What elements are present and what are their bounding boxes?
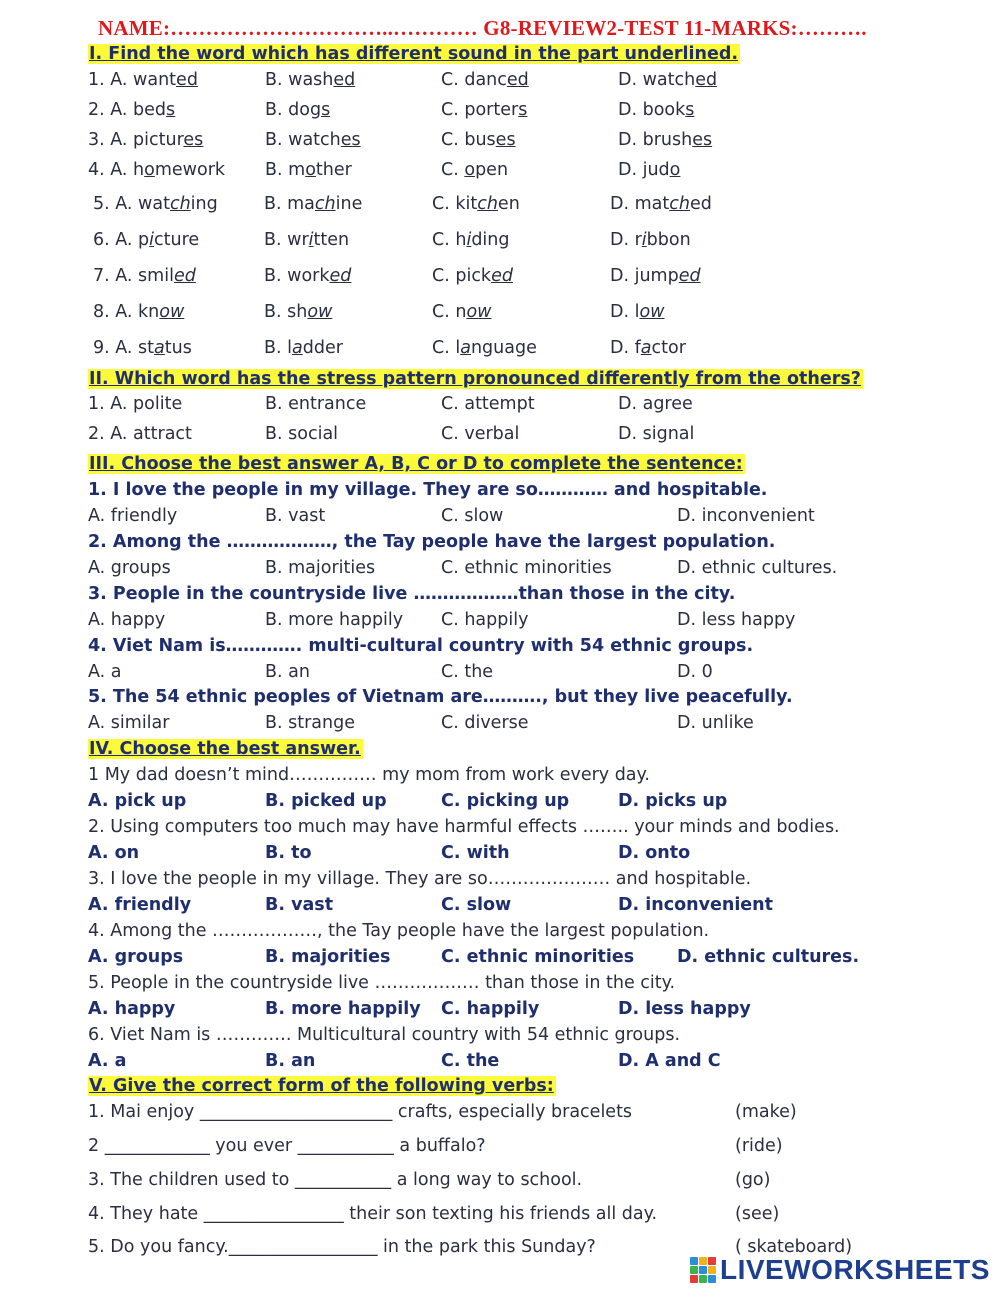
part3-question-4: 4. Viet Nam is…………. multi-cultural country with 54 ethnic groups. xyxy=(88,636,754,656)
worksheet-header: NAME:…………………………..………… G8-REVIEW2-TEST 11-MARKS:………. xyxy=(98,16,867,40)
part3-q4-option-c[interactable]: C. the xyxy=(441,662,494,682)
part1-q2-option-b[interactable]: B. dogs xyxy=(265,100,331,120)
part1-q5-option-a[interactable]: 5. A. watching xyxy=(93,194,218,214)
part4-question-6: 6. Viet Nam is …………. Multicultural country with 54 ethnic groups. xyxy=(88,1025,681,1045)
part1-q7-option-a[interactable]: 7. A. smiled xyxy=(93,266,196,286)
part1-q7-option-c[interactable]: C. picked xyxy=(432,266,513,286)
part5-verb-hint-5: ( skateboard) xyxy=(735,1237,853,1257)
part1-q1-option-c[interactable]: C. danced xyxy=(441,70,529,90)
part1-q1-option-a[interactable]: 1. A. wanted xyxy=(88,70,198,90)
part4-q5-option-d[interactable]: D. less happy xyxy=(618,999,751,1019)
part5-sentence-5[interactable]: 5. Do you fancy._________________ in the park this Sunday? xyxy=(88,1237,596,1257)
part2-q2-option-d[interactable]: D. signal xyxy=(618,424,695,444)
part5-verb-hint-4: (see) xyxy=(735,1204,780,1224)
part4-q6-option-c[interactable]: C. the xyxy=(441,1051,500,1071)
part3-question-3: 3. People in the countryside live ………………than those in the city. xyxy=(88,584,736,604)
part4-q3-option-d[interactable]: D. inconvenient xyxy=(618,895,774,915)
part4-question-3: 3. I love the people in my village. They are so………………… and hospitable. xyxy=(88,869,752,889)
part3-q2-option-a[interactable]: A. groups xyxy=(88,558,171,578)
part3-q2-option-d[interactable]: D. ethnic cultures. xyxy=(677,558,838,578)
part3-q2-option-c[interactable]: C. ethnic minorities xyxy=(441,558,612,578)
part1-q3-option-a[interactable]: 3. A. pictures xyxy=(88,130,204,150)
part1-q5-option-c[interactable]: C. kitchen xyxy=(432,194,520,214)
part4-question-2: 2. Using computers too much may have harmful effects …….. your minds and bodies. xyxy=(88,817,840,837)
part3-q4-option-d[interactable]: D. 0 xyxy=(677,662,713,682)
part1-q8-option-d[interactable]: D. low xyxy=(610,302,665,322)
part4-question-5: 5. People in the countryside live ……………… than those in the city. xyxy=(88,973,676,993)
part3-q3-option-b[interactable]: B. more happily xyxy=(265,610,404,630)
part4-q4-option-c[interactable]: C. ethnic minorities xyxy=(441,947,635,967)
part1-q9-option-d[interactable]: D. factor xyxy=(610,338,686,358)
part1-q8-option-c[interactable]: C. now xyxy=(432,302,492,322)
part5-verb-hint-2: (ride) xyxy=(735,1136,783,1156)
part3-q3-option-c[interactable]: C. happily xyxy=(441,610,529,630)
section-5-heading: V. Give the correct form of the following verbs: xyxy=(89,1076,554,1096)
part1-q6-option-a[interactable]: 6. A. picture xyxy=(93,230,200,250)
part4-q2-option-a[interactable]: A. on xyxy=(88,843,140,863)
section-1-heading: I. Find the word which has different sound in the part underlined. xyxy=(89,44,738,64)
part4-q6-option-a[interactable]: A. a xyxy=(88,1051,127,1071)
part4-q3-option-c[interactable]: C. slow xyxy=(441,895,512,915)
part1-q6-option-d[interactable]: D. ribbon xyxy=(610,230,691,250)
part1-q3-option-c[interactable]: C. buses xyxy=(441,130,516,150)
part4-q2-option-d[interactable]: D. onto xyxy=(618,843,691,863)
part3-q4-option-b[interactable]: B. an xyxy=(265,662,310,682)
part5-verb-hint-3: (go) xyxy=(735,1170,771,1190)
part1-q3-option-d[interactable]: D. brushes xyxy=(618,130,713,150)
part3-q1-option-c[interactable]: C. slow xyxy=(441,506,504,526)
part4-q4-option-a[interactable]: A. groups xyxy=(88,947,184,967)
part4-q3-option-b[interactable]: B. vast xyxy=(265,895,334,915)
part1-q8-option-b[interactable]: B. show xyxy=(264,302,333,322)
part2-q2-option-a[interactable]: 2. A. attract xyxy=(88,424,192,444)
part4-question-4: 4. Among the ………………, the Tay people have the largest population. xyxy=(88,921,710,941)
part4-q1-option-c[interactable]: C. picking up xyxy=(441,791,570,811)
part3-q4-option-a[interactable]: A. a xyxy=(88,662,122,682)
part1-q7-option-d[interactable]: D. jumped xyxy=(610,266,701,286)
part5-sentence-2[interactable]: 2 ____________ you ever ___________ a buffalo? xyxy=(88,1136,486,1156)
section-3-heading: III. Choose the best answer A, B, C or D to complete the sentence: xyxy=(89,454,743,474)
part4-q1-option-b[interactable]: B. picked up xyxy=(265,791,387,811)
part5-sentence-1[interactable]: 1. Mai enjoy ______________________ crafts, especially bracelets xyxy=(88,1102,633,1122)
part3-q2-option-b[interactable]: B. majorities xyxy=(265,558,376,578)
part1-q5-option-b[interactable]: B. machine xyxy=(264,194,363,214)
part1-q3-option-b[interactable]: B. watches xyxy=(265,130,361,150)
part4-q5-option-a[interactable]: A. happy xyxy=(88,999,176,1019)
part1-q6-option-c[interactable]: C. hiding xyxy=(432,230,510,250)
part1-q4-option-a[interactable]: 4. A. homework xyxy=(88,160,226,180)
part3-q3-option-a[interactable]: A. happy xyxy=(88,610,166,630)
part1-q9-option-b[interactable]: B. ladder xyxy=(264,338,343,358)
part1-q4-option-d[interactable]: D. judo xyxy=(618,160,681,180)
part3-q5-option-a[interactable]: A. similar xyxy=(88,713,170,733)
part3-q1-option-b[interactable]: B. vast xyxy=(265,506,326,526)
part4-q5-option-b[interactable]: B. more happily xyxy=(265,999,421,1019)
part1-q4-option-c[interactable]: C. open xyxy=(441,160,509,180)
part2-q1-option-a[interactable]: 1. A. polite xyxy=(88,394,183,414)
part3-q5-option-b[interactable]: B. strange xyxy=(265,713,355,733)
part5-sentence-3[interactable]: 3. The children used to ___________ a long way to school. xyxy=(88,1170,583,1190)
part1-q1-option-d[interactable]: D. watched xyxy=(618,70,718,90)
part1-q9-option-a[interactable]: 9. A. status xyxy=(93,338,192,358)
part4-q1-option-a[interactable]: A. pick up xyxy=(88,791,187,811)
part1-q2-option-a[interactable]: 2. A. beds xyxy=(88,100,176,120)
part3-q5-option-d[interactable]: D. unlike xyxy=(677,713,754,733)
liveworksheets-logo: LIVEWORKSHEETS xyxy=(690,1254,990,1286)
part1-q2-option-c[interactable]: C. porters xyxy=(441,100,528,120)
part4-question-1: 1 My dad doesn’t mind…………… my mom from work every day. xyxy=(88,765,650,785)
part4-q2-option-c[interactable]: C. with xyxy=(441,843,510,863)
part3-question-2: 2. Among the ………………, the Tay people have the largest population. xyxy=(88,532,776,552)
part5-verb-hint-1: (make) xyxy=(735,1102,797,1122)
part3-question-5: 5. The 54 ethnic peoples of Vietnam are………., but they live peacefully. xyxy=(88,687,793,707)
part4-q6-option-d[interactable]: D. A and C xyxy=(618,1051,721,1071)
part4-q6-option-b[interactable]: B. an xyxy=(265,1051,316,1071)
part2-q1-option-b[interactable]: B. entrance xyxy=(265,394,367,414)
part2-q2-option-b[interactable]: B. social xyxy=(265,424,339,444)
part4-q4-option-b[interactable]: B. majorities xyxy=(265,947,391,967)
part2-q1-option-d[interactable]: D. agree xyxy=(618,394,693,414)
part3-q3-option-d[interactable]: D. less happy xyxy=(677,610,796,630)
part1-q2-option-d[interactable]: D. books xyxy=(618,100,695,120)
part4-q4-option-d[interactable]: D. ethnic cultures. xyxy=(677,947,860,967)
part4-q3-option-a[interactable]: A. friendly xyxy=(88,895,192,915)
part1-q8-option-a[interactable]: 8. A. know xyxy=(93,302,185,322)
part2-q2-option-c[interactable]: C. verbal xyxy=(441,424,520,444)
part1-q7-option-b[interactable]: B. worked xyxy=(264,266,352,286)
part1-q5-option-d[interactable]: D. matched xyxy=(610,194,712,214)
logo-grid-icon xyxy=(690,1257,716,1283)
part4-q1-option-d[interactable]: D. picks up xyxy=(618,791,728,811)
part3-q5-option-c[interactable]: C. diverse xyxy=(441,713,529,733)
part1-q4-option-b[interactable]: B. mother xyxy=(265,160,352,180)
part5-sentence-4[interactable]: 4. They hate ________________ their son texting his friends all day. xyxy=(88,1204,658,1224)
part3-q1-option-a[interactable]: A. friendly xyxy=(88,506,178,526)
part4-q2-option-b[interactable]: B. to xyxy=(265,843,312,863)
part3-q1-option-d[interactable]: D. inconvenient xyxy=(677,506,815,526)
part1-q6-option-b[interactable]: B. written xyxy=(264,230,350,250)
part2-q1-option-c[interactable]: C. attempt xyxy=(441,394,535,414)
part3-question-1: 1. I love the people in my village. They are so………… and hospitable. xyxy=(88,480,768,500)
section-2-heading: II. Which word has the stress pattern pronounced differently from the others? xyxy=(89,369,861,389)
section-4-heading: IV. Choose the best answer. xyxy=(89,739,361,759)
part1-q1-option-b[interactable]: B. washed xyxy=(265,70,356,90)
part1-q9-option-c[interactable]: C. language xyxy=(432,338,537,358)
part4-q5-option-c[interactable]: C. happily xyxy=(441,999,540,1019)
